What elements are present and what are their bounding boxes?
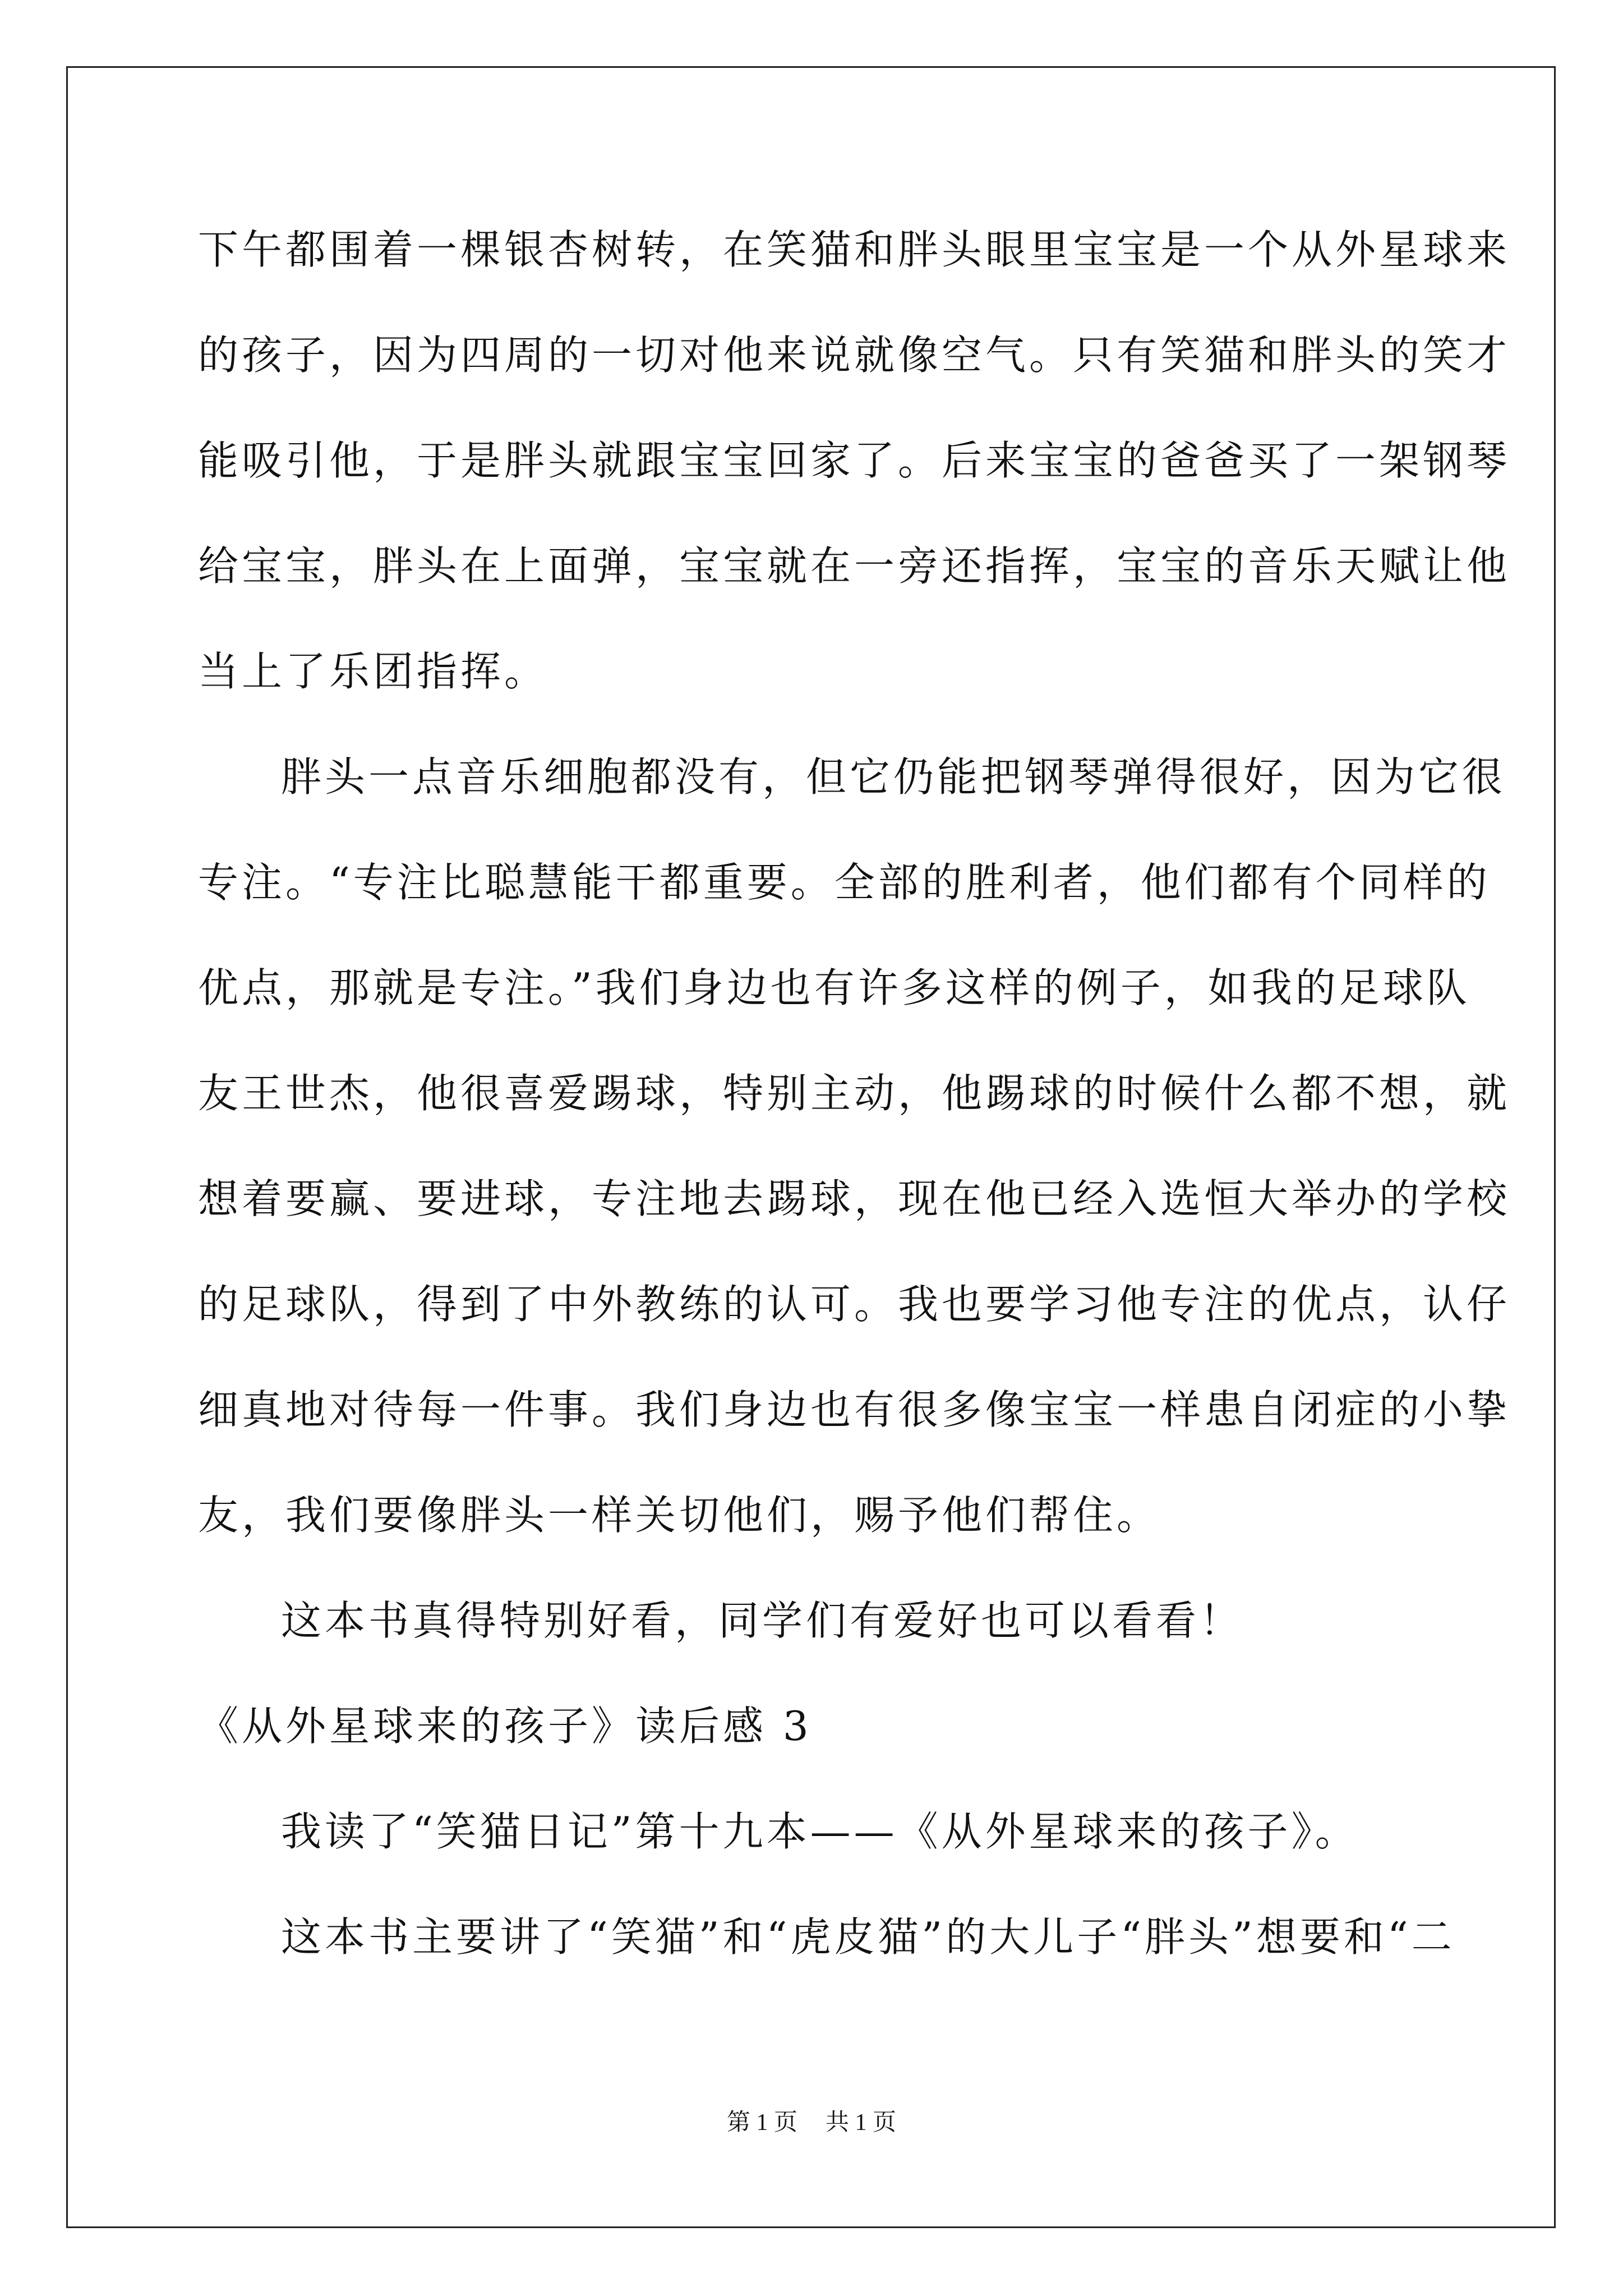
text-line: 友，我们要像胖头一样关切他们，赐予他们帮住。 [198, 1492, 1161, 1539]
page-number: 第 1 页 [726, 2110, 797, 2136]
text-line: 这本书真得特别好看，同学们有爱好也可以看看！ [281, 1597, 1244, 1644]
text-line: 专注。“专注比聪慧能干都重要。全部的胜利者，他们都有个同样的 [198, 859, 1491, 906]
text-line: 这本书主要讲了“笑猫”和“虎皮猫”的大儿子“胖头”想要和“二 [281, 1913, 1455, 1961]
section-heading: 《从外星球来的孩子》读后感 3 [198, 1703, 812, 1750]
text-line: 能吸引他，于是胖头就跟宝宝回家了。后来宝宝的爸爸买了一架钢琴 [198, 437, 1511, 484]
text-line: 给宝宝，胖头在上面弹，宝宝就在一旁还指挥，宝宝的音乐天赋让他 [198, 542, 1511, 590]
text-line: 优点，那就是专注。”我们身边也有许多这样的例子，如我的足球队 [198, 964, 1470, 1011]
text-line: 胖头一点音乐细胞都没有，但它仍能把钢琴弹得很好，因为它很 [281, 753, 1506, 800]
text-line: 的足球队，得到了中外教练的认可。我也要学习他专注的优点，认仔 [198, 1281, 1511, 1328]
text-line: 想着要赢、要进球，专注地去踢球，现在他已经入选恒大举办的学校 [198, 1175, 1511, 1222]
text-line: 下午都围着一棵银杏树转，在笑猫和胖头眼里宝宝是一个从外星球来 [198, 226, 1511, 273]
text-line: 我读了“笑猫日记”第十九本——《从外星球来的孩子》。 [281, 1808, 1359, 1855]
text-line: 细真地对待每一件事。我们身边也有很多像宝宝一样患自闭症的小挚 [198, 1386, 1511, 1433]
document-body [198, 216, 1511, 2009]
text-line: 当上了乐团指挥。 [198, 648, 548, 695]
page-footer [0, 2104, 1623, 2137]
page-total: 共 1 页 [826, 2110, 897, 2136]
text-line: 的孩子，因为四周的一切对他来说就像空气。只有笑猫和胖头的笑才 [198, 332, 1511, 379]
text-line: 友王世杰，他很喜爱踢球，特别主动，他踢球的时候什么都不想，就 [198, 1070, 1511, 1117]
